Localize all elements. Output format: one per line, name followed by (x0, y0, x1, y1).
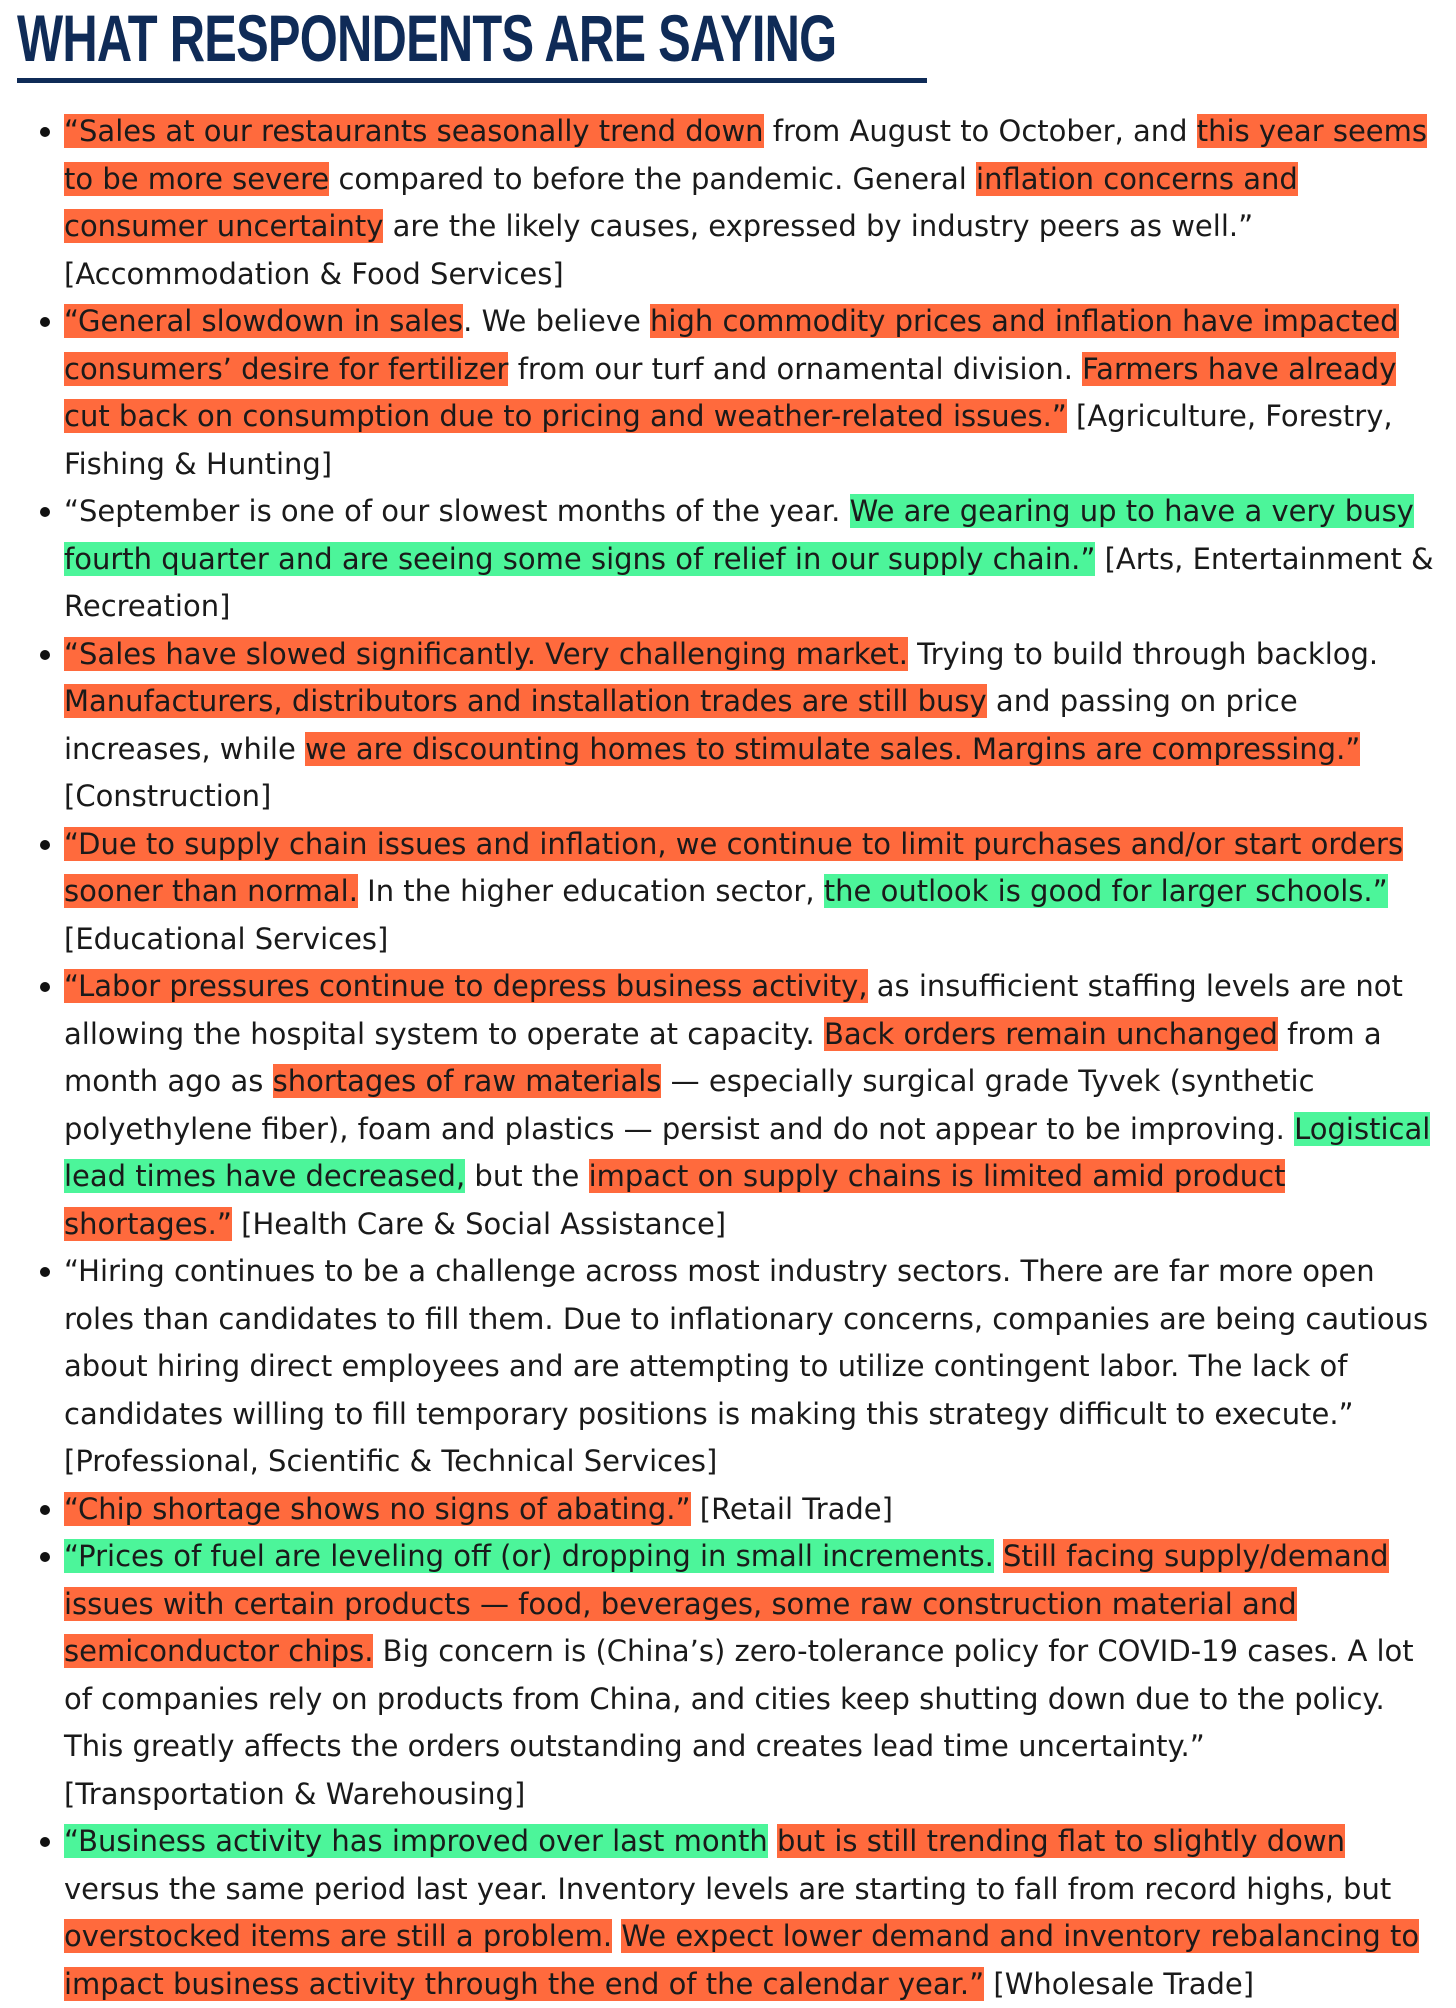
negative-highlight: Still facing supply/demand issues with certain products — food, beverages, some raw construction material and semiconductor chips. (64, 1539, 1389, 1668)
positive-highlight: the outlook is good for larger schools.” (823, 874, 1388, 908)
positive-highlight: “Prices of fuel are leveling off (or) dropping in small increments. (64, 1539, 994, 1573)
negative-highlight: Back orders remain unchanged (823, 1016, 1278, 1051)
quote-text: “September is one of our slowest months of the year. (64, 494, 850, 528)
negative-highlight: this year seems to be more severe (64, 114, 1427, 196)
quote-text: from August to October, and (763, 114, 1197, 148)
quote-text (994, 1539, 1003, 1573)
negative-highlight: impact on supply chains is limited amid product shortages.” (64, 1159, 1286, 1241)
quote-text: In the higher education sector, (357, 874, 824, 908)
negative-highlight: “General slowdown in sales (64, 304, 464, 338)
quote-text: are the likely causes, expressed by industry peers as well.” [Accommodation & Food Services] (64, 209, 1254, 291)
quote-text: as insufficient staffing levels are not allowing the hospital system to operate at capacity. (64, 969, 1403, 1051)
quote-item (64, 631, 1434, 821)
quote-text: [Retail Trade] (690, 1491, 893, 1526)
quote-text: versus the same period last year. Inventory levels are starting to fall from record highs, but (64, 1871, 1392, 1906)
negative-highlight: overstocked items are still a problem. (64, 1919, 613, 1953)
negative-highlight: we are discounting homes to stimulate sales. Margins are compressing.” (305, 731, 1361, 766)
positive-highlight: We are gearing up to have a very busy fourth quarter and are seeing some signs of relief in our supply chain.” (64, 494, 1414, 576)
quote-item (64, 108, 1434, 298)
quote-text: Trying to build through backlog. (907, 636, 1379, 671)
quote-text: . We believe (463, 304, 651, 338)
quote-item (64, 298, 1434, 488)
quote-item (64, 1248, 1434, 1486)
quote-text: [Agriculture, Forestry, Fishing & Hunting] (64, 399, 1393, 481)
positive-highlight: Logistical lead times have decreased, (64, 1111, 1431, 1193)
quote-item (64, 1533, 1434, 1818)
quote-text: [Construction] (64, 779, 272, 813)
quote-text: [Educational Services] (64, 921, 389, 956)
quote-text: — especially surgical grade Tyvek (synthetic polyethylene fiber), foam and plastics — persist and do not appear to be improving. (64, 1064, 1315, 1146)
quote-text: “Hiring continues to be a challenge across most industry sectors. There are far more open roles than candidates to fill them. Due to inflationary concerns, companies are being cautious about hiring direct employees and are attempting to utilize contingent labor. The lack of candidates willing to fill temporary positions is making this strategy difficult to execute.” [Professional, Scientific & Technical Services] (64, 1254, 1429, 1478)
negative-highlight: We expect lower demand and inventory rebalancing to impact business activity through the end of the calendar year.” (64, 1919, 1420, 2001)
negative-highlight: Farmers have already cut back on consumption due to pricing and weather-related issues.” (64, 351, 1397, 433)
page-title-block (17, 0, 927, 83)
negative-highlight: inflation concerns and consumer uncertainty (64, 161, 1298, 243)
negative-highlight: shortages of raw materials (272, 1064, 662, 1098)
quote-item (64, 963, 1434, 1248)
negative-highlight: Manufacturers, distributors and installation trades are still busy (64, 684, 987, 718)
negative-highlight: “Labor pressures continue to depress business activity, (64, 969, 868, 1003)
page-title: WHAT RESPONDENTS ARE SAYING (17, 1, 837, 75)
quote-text: [Wholesale Trade] (984, 1966, 1255, 2001)
quote-text: [Health Care & Social Assistance] (231, 1206, 727, 1241)
quote-text: from our turf and ornamental division. (508, 351, 1083, 386)
negative-highlight: “Sales have slowed significantly. Very challenging market. (64, 636, 908, 671)
quote-text: compared to before the pandemic. General (329, 161, 977, 196)
quote-text: [Arts, Entertainment & Recreation] (64, 541, 1434, 623)
quote-text: from a month ago as (64, 1016, 1382, 1098)
negative-highlight: “Sales at our restaurants seasonally trend down (64, 114, 764, 148)
quote-text: Big concern is (China’s) zero-tolerance policy for COVID-19 cases. A lot of companies rely on products from China, and cities keep shutting down due to the policy. This greatly affects the orders outstanding and creates lead time uncertainty.” [Transportation & Warehousing] (64, 1634, 1414, 1811)
positive-highlight: “Business activity has improved over last month (64, 1824, 768, 1858)
negative-highlight: “Due to supply chain issues and inflation, we continue to limit purchases and/or start orders sooner than normal. (64, 826, 1404, 908)
negative-highlight: “Chip shortage shows no signs of abating.” (64, 1491, 691, 1526)
quote-text (612, 1919, 621, 1953)
quote-item (64, 821, 1434, 964)
quote-item (64, 488, 1434, 631)
quote-item (64, 1486, 1434, 1534)
quote-text: and passing on price increases, while (64, 684, 1298, 766)
quote-text (768, 1824, 777, 1858)
quote-text: but the (465, 1159, 589, 1193)
quote-item (64, 1818, 1434, 2008)
negative-highlight: high commodity prices and inflation have impacted consumers’ desire for fertilizer (64, 304, 1399, 386)
quote-list (0, 108, 1434, 2008)
negative-highlight: but is still trending flat to slightly down (776, 1824, 1345, 1858)
